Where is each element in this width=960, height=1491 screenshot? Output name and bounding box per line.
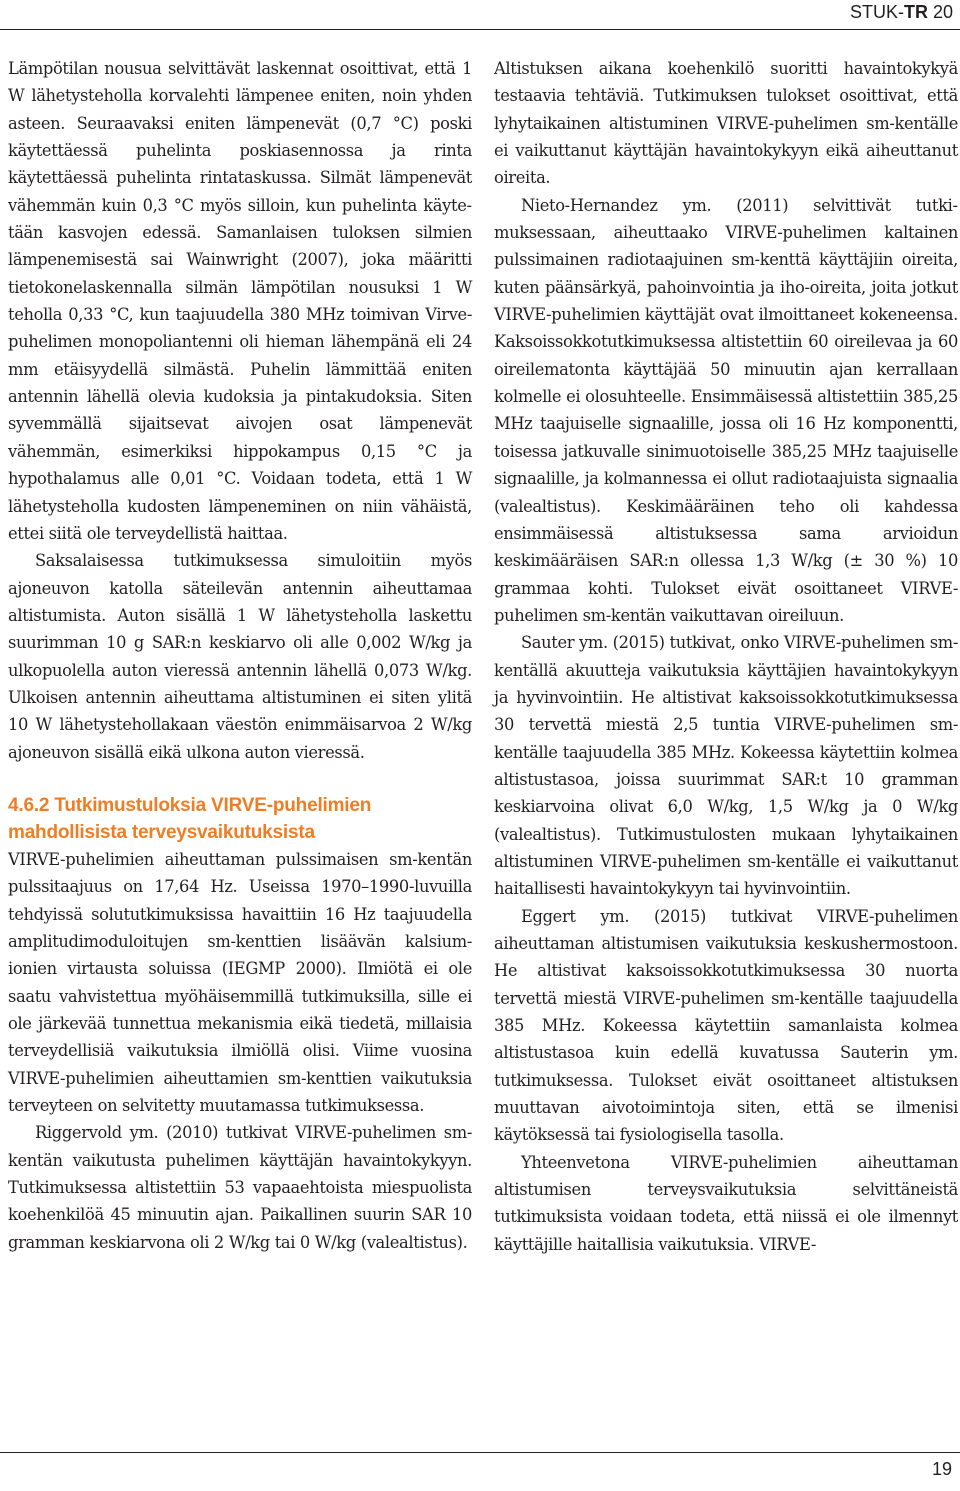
paragraph: Riggervold ym. (2010) tutkivat VIRVE-puhelimen sm-kentän vaikutusta puhelimen käyttäjän havaintokykyyn. Tutkimuksessa altistettiin 53 vapaaehtoista miespuolista koehenkilöä 45 minuutin ajan. Paikallinen suurin SAR 10 gramman keskiarvona oli 2 W/kg tai 0 W/kg (valealtistus). — [8, 1123, 472, 1252]
paragraph: Saksalaisessa tutkimuksessa simuloitiin myös ajoneuvon katolla säteilevän antennin aiheuttamaa altistumista. Auton sisällä 1 W lähetysteholla laskettu suurimman 10 g SAR:n keskiarvo oli alle 0,002 W/kg ja ulkopuolella auton vieressä antennin lähellä 0,073 W/kg. Ulkoisen antennin aiheuttama altistuminen ei siten ylitä 10 W lähetystehollakaan väestön enimmäisarvoa 2 W/kg ajoneuvon sisällä eikä ulkona auton vieressä. — [8, 551, 472, 762]
paragraph: Nieto-Hernandez ym. (2011) selvittivät tutkimuksessaan, aiheuttaako VIRVE-puhelimen kaltainen pulssimainen radiotaajuinen sm-kenttä käyttäjiin oireita, kuten päänsärkyä, pahoinvointia ja iho-oireita, joita jotkut VIRVE-puhelimien käyttäjät ovat ilmoittaneet kokeneensa. Kaksoissokkotutkimuksessa altistettiin 60 oireilevaa ja 60 oireilematonta käyttäjää 50 minuutin ajan kerrallaan kolmelle ei olosuhteelle. Ensimmäisessä altistettiin 385,25 MHz taajuiselle signaalille, jossa oli 16 Hz komponentti, toisessa jatkuvalle sinimuotoiselle 385,25 MHz taajuiselle signaalille, ja kolmannessa ei ollut radiotaajuista signaalia (valealtistus). Keskimääräinen teho oli kahdessa ensimmäisessä altistuksessa sama arvioidun keskimääräisen SAR:n ollessa 1,3 W/kg (± 30 %) 10 grammaa kohti. Tulokset eivät osoittaneet VIRVE-puhelimen sm-kentän vaikuttavan oireiluun. — [494, 195, 958, 625]
header-divider — [0, 29, 960, 30]
page-header — [850, 0, 953, 24]
paragraph: Eggert ym. (2015) tutkivat VIRVE-puhelimen aiheuttaman altistumisen vaikutuksia keskushermostoon. He altistivat kaksoissokkotutkimuksessa 30 nuorta tervettä miestä VIRVE-puhelimen sm-kentälle taajuudella 385 MHz. Kokeessa käytettiin samanlaista kolmea altistustasoa kuin edellä kuvatussa Sauterin ym. tutkimuksessa. Tulokset eivät osoittaneet altistuksen muuttavan aivotoimintoja siten, että se ilmenisi käytöksessä tai fysiologisella tasolla. — [494, 906, 958, 1145]
paragraph: Yhteenvetona VIRVE-puhelimien aiheuttaman altistumisen terveysvaikutuksia selvittäneistä tutkimuksista voidaan todeta, että niissä ei ole ilmennyt käyttäjille haitallisia vaikutuksia. VIRVE- — [494, 1152, 958, 1254]
section-heading: 4.6.2 Tutkimustuloksia VIRVE-puhelimien mahdollisista terveysvaikutuksista — [8, 794, 372, 843]
series-label-bold: TR — [903, 2, 928, 22]
paragraph: Lämpötilan nousua selvittävät laskennat osoittivat, että 1 W lähetysteholla korvalehti lämpenee eniten, noin yhden asteen. Seuraavaksi eniten lämpenevät (0,7 °C) poski käytettäessä puhelinta poskiasennossa ja rinta käytettäessä puhelinta rintataskussa. Silmät lämpenevät vähemmän kuin 0,3 °C myös silloin, kun puhelinta käytetään kasvojen edessä. Samanlaisen tuloksen silmien lämpenemisestä sai Wainwright (2007), joka määritti tietokonelaskennalla silmän lämpötilan nousuksi 1 W teholla 0,33 °C, kun taajuudella 380 MHz toimivan Virve-puhelimen monopoliantenni oli hieman lähempänä eli 24 mm etäisyydellä silmästä. Puhelin lämmittää eniten antennin lähellä olevia kudoksia ja pintakudoksia. Siten syvemmällä sijaitsevat aivojen osat lämpenevät vähemmän, esimerkiksi hippokampus 0,15 °C ja hypothalamus alle 0,01 °C. Voidaan todeta, että 1 W lähetysteholla kudosten lämpeneminen on niin vähäistä, ettei siitä ole terveydellistä haittaa. — [8, 59, 472, 543]
paragraph: Sauter ym. (2015) tutkivat, onko VIRVE-puhelimen sm-kentällä akuutteja vaikutuksia käyttäjien havaintokykyyn ja hyvinvointiin. He altistivat kaksoissokkotutkimuksessa 30 tervettä miestä 2,5 tuntia VIRVE-puhelimen sm-kentälle taajuudella 385 MHz. Kokeessa käytettiin kolmea altistustasoa, joissa suurimmat SAR:t 10 gramman keskiarvoina olivat 6,0 W/kg, 1,5 W/kg ja 0 W/kg (valealtistus). Tutkimustulosten mukaan lyhytaikainen altistuminen VIRVE-puhelimen sm-kentälle ei vaikuttanut haitallisesti havaintokykyyn tai hyvinvointiin. — [494, 633, 958, 899]
footer-divider — [0, 1452, 960, 1453]
paragraph: Altistuksen aikana koehenkilö suoritti havaintokykyä testaavia tehtäviä. Tutkimuksen tulokset osoittivat, että lyhytaikainen altistuminen VIRVE-puhelimen sm-kentälle ei vaikuttanut käyttäjän havaintokykyyn eikä aiheuttanut oireita. — [494, 59, 958, 188]
page-number: 19 — [931, 1459, 952, 1479]
left-column — [8, 55, 472, 1256]
right-column — [494, 55, 958, 1258]
series-label: STUK- — [849, 2, 904, 22]
series-number: 20 — [927, 2, 953, 22]
paragraph: VIRVE-puhelimien aiheuttaman pulssimaisen sm-kentän pulssitaajuus on 17,64 Hz. Useissa 1970–1990-luvuilla tehdyissä solututkimuksissa havaittiin 16 Hz taajuudella amplitudimoduloitujen sm-kenttien lisäävän kalsium-ionien virtausta soluissa (IEGMP 2000). Ilmiötä ei ole saatu vahvistettua myöhäisemmillä tutkimuksilla, sille ei ole järkevää tunnettua mekanismia eikä tiedetä, millaisia terveydellisiä vaikutuksia ilmiöllä olisi. Viime vuosina VIRVE-puhelimien aiheuttamien sm-kenttien vaikutuksia terveyteen on selvitetty muutamassa tutkimuksessa. — [8, 849, 472, 1116]
